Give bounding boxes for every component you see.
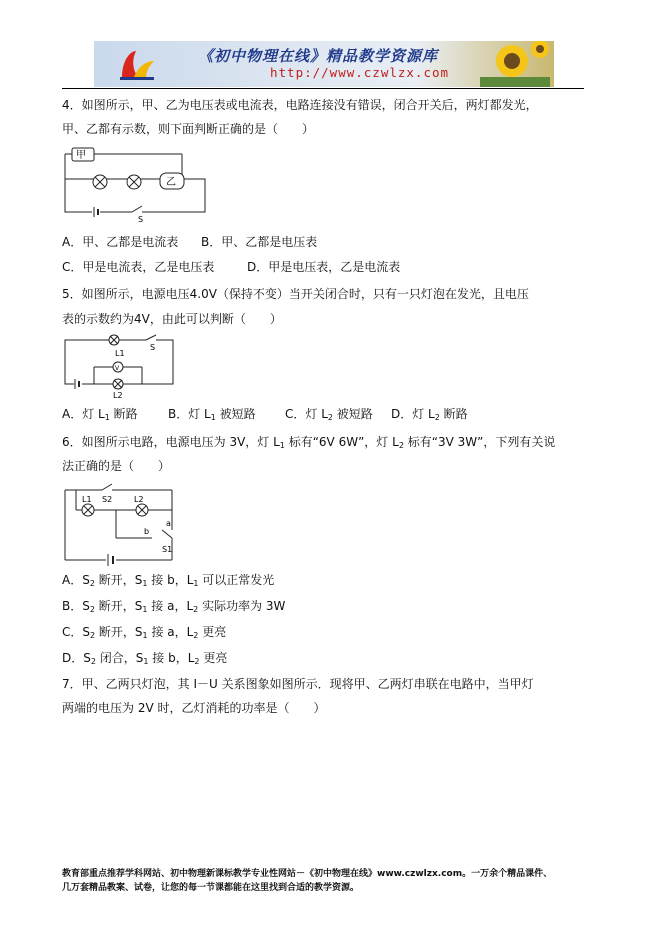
q6-contact-a-label: a xyxy=(166,519,171,528)
q5-switch-label: S xyxy=(150,343,156,352)
sunflower-icon xyxy=(480,41,550,87)
q6-option-a[interactable]: A．$S_2$ 断开，$S_1$ 接 b，$L_1$ 可以正常发光 xyxy=(62,573,275,588)
q4-option-a[interactable]: A．甲、乙都是电流表 xyxy=(62,235,179,249)
header-rule xyxy=(62,88,584,89)
q5-option-a[interactable]: A．灯 $L_1$ 断路 xyxy=(62,407,138,422)
q4-line2: 甲、乙都有示数，则下面判断正确的是（ ） xyxy=(62,122,315,136)
q5-option-b[interactable]: B．灯 $L_1$ 被短路 xyxy=(168,407,256,422)
q4-switch-label: S xyxy=(138,215,144,222)
q5-line2: 表的示数约为4V，由此可以判断（ ） xyxy=(62,312,282,326)
q6-line2: 法正确的是（ ） xyxy=(62,459,171,473)
q4-option-d[interactable]: D．甲是电压表，乙是电流表 xyxy=(247,260,401,274)
footer-line2: 几万套精品教案、试卷，让您的每一节课都能在这里找到合适的教学资源。 xyxy=(62,883,360,893)
q6-lamp-l2-label: L2 xyxy=(134,495,144,504)
q6-switch-s1-label: S1 xyxy=(162,545,173,554)
q4-circuit-diagram xyxy=(62,146,212,222)
q5-lamp-l1-label: L1 xyxy=(115,349,125,358)
q6-option-d[interactable]: D．$S_2$ 闭合，$S_1$ 接 b，$L_2$ 更亮 xyxy=(62,651,228,666)
q5-voltmeter-label: V xyxy=(115,365,120,372)
q6-option-c[interactable]: C．$S_2$ 断开，$S_1$ 接 a，$L_2$ 更亮 xyxy=(62,625,227,640)
q5-option-d[interactable]: D．灯 $L_2$ 断路 xyxy=(391,407,468,422)
q5-circuit-diagram xyxy=(62,334,178,400)
q6-switch-s2-label: S2 xyxy=(102,495,113,504)
banner-title: 《初中物理在线》精品教学资源库 xyxy=(198,47,439,65)
q6-circuit-diagram xyxy=(62,480,182,566)
q6-lamp-l1-label: L1 xyxy=(82,495,92,504)
banner-url: http://www.czwlzx.com xyxy=(270,65,450,80)
q7-line2: 两端的电压为 2V 时，乙灯消耗的功率是（ ） xyxy=(62,701,326,715)
q7-line1: 7．甲、乙两只灯泡，其 I－U 关系图象如图所示．现将甲、乙两灯串联在电路中，当甲灯 xyxy=(62,677,534,691)
q5-line1: 5．如图所示，电源电压4.0V（保持不变）当开关闭合时，只有一只灯泡在发光，且电压 xyxy=(62,287,529,301)
q5-lamp-l2-label: L2 xyxy=(113,391,123,400)
q6-contact-b-label: b xyxy=(144,527,150,536)
q4-option-c[interactable]: C．甲是电流表，乙是电压表 xyxy=(62,260,215,274)
q6-option-b[interactable]: B．$S_2$ 断开，$S_1$ 接 a，$L_2$ 实际功率为 3W xyxy=(62,599,286,614)
q4-option-b[interactable]: B．甲、乙都是电压表 xyxy=(201,235,318,249)
q4-meter-yi-label: 乙 xyxy=(166,177,176,188)
header-banner xyxy=(94,41,554,87)
site-logo xyxy=(116,47,156,83)
q4-line1: 4．如图所示，甲、乙为电压表或电流表，电路连接没有错误，闭合开关后，两灯都发光， xyxy=(62,98,538,112)
q6-line1: 6．如图所示电路，电源电压为 3V，灯 $L_1$ 标有“6V 6W”，灯 $L_2$ 标有“3V 3W”，下列有关说 xyxy=(62,435,556,450)
footer-line1: 教育部重点推荐学科网站、初中物理新课标教学专业性网站－《初中物理在线》www.czwlzx.com。一万余个精品课件、 xyxy=(62,869,553,879)
q4-meter-jia-label: 甲 xyxy=(76,150,86,161)
q5-option-c[interactable]: C．灯 $L_2$ 被短路 xyxy=(285,407,373,422)
